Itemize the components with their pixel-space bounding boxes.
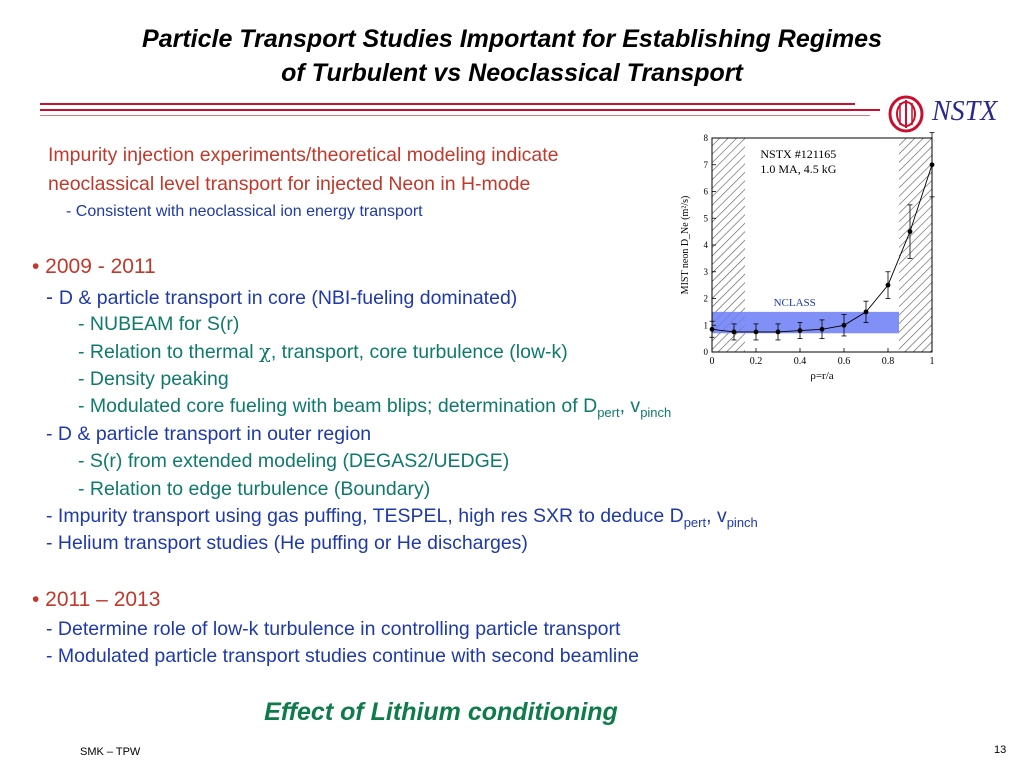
data-point-8 xyxy=(886,283,891,288)
title-line-2: of Turbulent vs Neoclassical Transport xyxy=(281,59,743,87)
s1-item-impurity-sub2: pinch xyxy=(726,514,758,530)
nclass-label: NCLASS xyxy=(773,296,816,309)
y-tick-label-7: 7 xyxy=(703,159,708,170)
x-tick-label-1: 0.2 xyxy=(749,356,763,367)
s1-item-impurity-sub1: pert xyxy=(683,514,707,530)
x-tick-label-4: 0.8 xyxy=(881,356,895,367)
x-tick-label-0: 0 xyxy=(709,356,715,367)
s2-item-modulated: - Modulated particle transport studies continue with second beamline xyxy=(46,645,639,667)
s1-item-helium: - Helium transport studies (He puffing or He discharges) xyxy=(46,532,528,554)
data-point-1 xyxy=(732,330,737,335)
y-tick-label-2: 2 xyxy=(703,293,708,304)
logo-text: NSTX xyxy=(932,96,998,127)
s1-sub-density: - Density peaking xyxy=(78,368,229,390)
y-tick-label-6: 6 xyxy=(703,186,708,197)
s1-item-core xyxy=(46,286,517,310)
y-tick-label-4: 4 xyxy=(703,240,708,250)
data-point-9 xyxy=(908,229,913,234)
s1-sub-edge: - Relation to edge turbulence (Boundary) xyxy=(78,478,431,500)
footer-author: SMK – TPW xyxy=(80,746,141,758)
title-rule-middle xyxy=(40,109,880,111)
s1-item-outer: - D & particle transport in outer region xyxy=(46,423,372,445)
s1-item-core-dash: - xyxy=(46,286,59,309)
x-tick-label-5: 1 xyxy=(929,356,935,367)
data-point-0 xyxy=(710,327,715,332)
x-axis-label: ρ=r/a xyxy=(810,370,834,382)
data-point-7 xyxy=(864,309,869,314)
y-tick-label-5: 5 xyxy=(703,213,708,224)
y-tick-label-0: 0 xyxy=(703,347,708,357)
data-point-4 xyxy=(798,328,803,333)
s1-sub-thermal xyxy=(78,340,568,364)
annotation-shot: NSTX #121165 xyxy=(760,147,837,161)
data-point-6 xyxy=(842,323,847,328)
y-tick-label-3: 3 xyxy=(703,266,708,277)
title-rule-bottom xyxy=(40,115,870,116)
section-2009-title: • 2009 - 2011 xyxy=(32,255,156,278)
intro-line-1: Impurity injection experiments/theoretical modeling indicate xyxy=(48,144,559,166)
slide-number: 13 xyxy=(994,744,1007,756)
s1-sub-thermal-before: - Relation to thermal xyxy=(78,341,259,363)
intro-sub: - Consistent with neoclassical ion energy transport xyxy=(66,203,423,220)
slide-title xyxy=(0,22,1024,90)
data-point-3 xyxy=(776,330,781,335)
y-tick-label-8: 8 xyxy=(703,133,708,143)
s1-item-impurity-text: - Impurity transport using gas puffing, TESPEL, high res SXR to deduce D xyxy=(46,505,684,527)
annotation-params: 1.0 MA, 4.5 kG xyxy=(760,162,837,176)
s1-sub-modulated xyxy=(78,394,671,425)
y-axis-label: MIST neon D_Ne (m²/s) xyxy=(680,195,691,295)
data-point-10 xyxy=(930,162,935,167)
chi-symbol: χ xyxy=(259,340,271,363)
s1-item-impurity-mid: , v xyxy=(706,505,727,527)
s1-sub-sr: - S(r) from extended modeling (DEGAS2/UEDGE) xyxy=(78,450,510,472)
s2-item-lowk: - Determine role of low-k turbulence in controlling particle transport xyxy=(46,618,621,640)
x-tick-label-2: 0.4 xyxy=(793,356,807,367)
effect-of-lithium-heading: Effect of Lithium conditioning xyxy=(264,698,618,726)
data-point-5 xyxy=(820,327,825,332)
s1-sub-nubeam: - NUBEAM for S(r) xyxy=(78,313,240,335)
neon-diffusivity-chart xyxy=(672,126,937,388)
data-point-2 xyxy=(754,330,759,335)
s1-sub-modulated-text: - Modulated core fueling with beam blips; determination of D xyxy=(78,395,598,417)
s1-item-core-text: D & particle transport in core (NBI-fueling dominated) xyxy=(58,287,518,309)
s1-sub-modulated-sub1: pert xyxy=(597,404,620,420)
title-line-1: Particle Transport Studies Important for Establishing Regimes xyxy=(142,25,882,53)
hatched-region-1 xyxy=(899,138,932,352)
title-rule-top xyxy=(40,103,855,105)
intro-line-2: neoclassical level transport for injected Neon in H-mode xyxy=(48,173,531,195)
x-tick-label-3: 0.6 xyxy=(837,356,851,367)
section-2011-title: • 2011 – 2013 xyxy=(32,588,161,611)
s1-sub-thermal-after: , transport, core turbulence (low-k) xyxy=(270,341,568,363)
s1-sub-modulated-sub2: pinch xyxy=(640,404,672,420)
s1-sub-modulated-mid: , v xyxy=(619,395,641,417)
y-tick-label-1: 1 xyxy=(703,320,708,331)
